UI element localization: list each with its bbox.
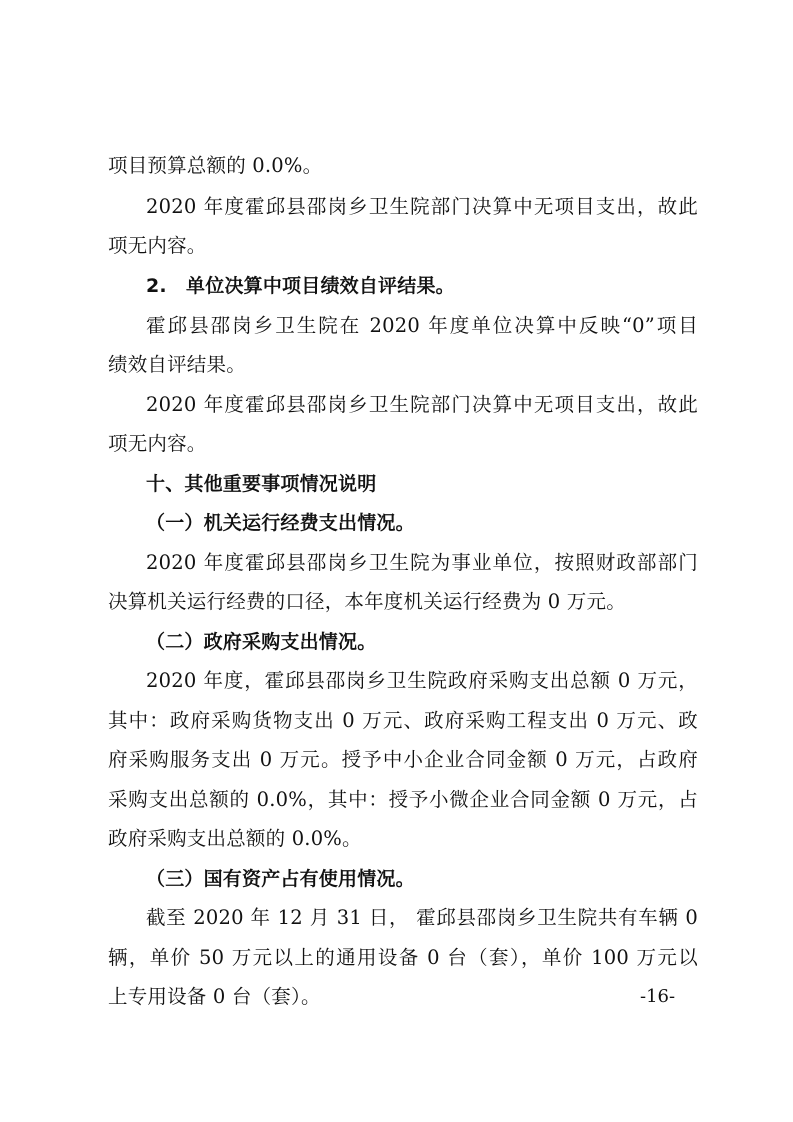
text-line: 政府采购支出总额的 0.0%。 xyxy=(108,827,362,850)
subsection-heading: （二）政府采购支出情况。 xyxy=(146,631,377,653)
text-line: 府采购服务支出 0 万元。授予中小企业合同金额 0 万元，占政府 xyxy=(108,748,698,771)
text-line: 决算机关运行经费的口径，本年度机关运行经费为 0 万元。 xyxy=(108,590,626,613)
text-line: 霍邱县邵岗乡卫生院在 2020 年度单位决算中反映“0”项目 xyxy=(146,314,698,337)
text-line: 项目预算总额的 0.0%。 xyxy=(108,154,323,177)
text-line: 截至 2020 年 12 月 31 日， 霍邱县邵岗乡卫生院共有车辆 0 xyxy=(146,906,698,929)
section-heading: 2. 单位决算中项目绩效自评结果。 xyxy=(146,275,455,297)
section-heading: 十、其他重要事项情况说明 xyxy=(146,473,377,495)
text-line: 2020 年度霍邱县邵岗乡卫生院部门决算中无项目支出，故此 xyxy=(146,195,698,218)
subsection-heading: （三）国有资产占有使用情况。 xyxy=(146,868,415,890)
text-line: 项无内容。 xyxy=(108,432,207,455)
text-line: 其中：政府采购货物支出 0 万元、政府采购工程支出 0 万元、政 xyxy=(108,709,698,732)
text-line: 项无内容。 xyxy=(108,234,207,257)
text-line: 上专用设备 0 台（套）。 xyxy=(108,985,321,1008)
text-line: 2020 年度霍邱县邵岗乡卫生院部门决算中无项目支出，故此 xyxy=(146,393,698,416)
text-line: 2020 年度，霍邱县邵岗乡卫生院政府采购支出总额 0 万元， xyxy=(146,669,698,692)
page-number: -16- xyxy=(640,986,676,1007)
text-line: 2020 年度霍邱县邵岗乡卫生院为事业单位，按照财政部部门 xyxy=(146,551,698,574)
subsection-heading: （一）机关运行经费支出情况。 xyxy=(146,512,415,534)
text-line: 辆，单价 50 万元以上的通用设备 0 台（套），单价 100 万元以 xyxy=(108,946,698,969)
text-line: 绩效自评结果。 xyxy=(108,353,246,376)
text-line: 采购支出总额的 0.0%，其中：授予小微企业合同金额 0 万元，占 xyxy=(108,788,698,811)
